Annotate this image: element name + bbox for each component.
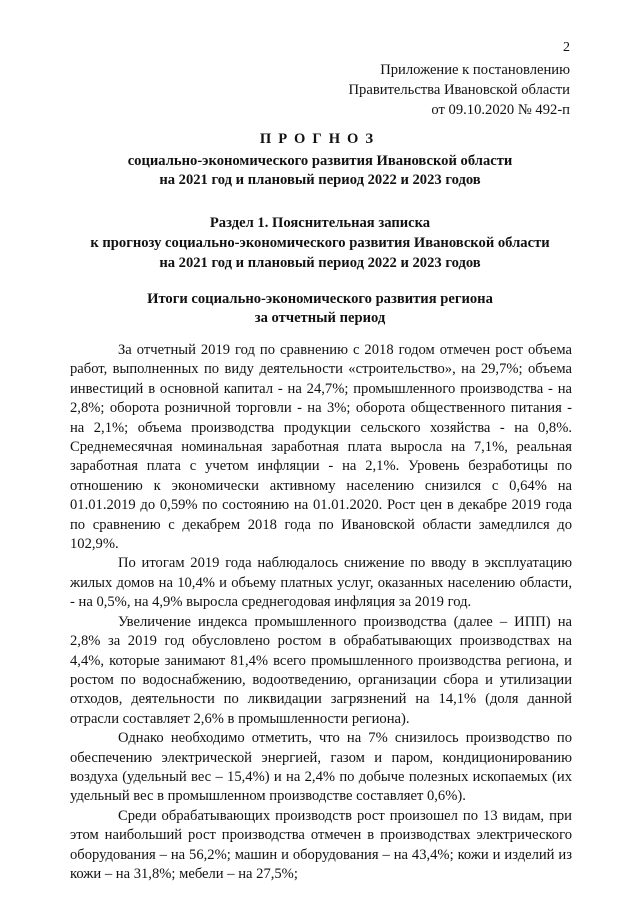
- document-title: [70, 152, 570, 190]
- appendix-line-2: Правительства Ивановской области: [348, 82, 570, 98]
- subsection-title: [70, 290, 570, 328]
- paragraph: За отчетный 2019 год по сравнению с 2018 годом отмечен рост объема работ, выполненных по виду деятельности «строительство», на 29,7%; объема инвестиций в основной капитал - на 24,7%; промышленного производства - на 2,8%; оборота розничной торговли - на 3%; оборота общественного питания - на 2,1%; объема производства продукции сельского хозяйства - на 0,8%. Среднемесячная номинальная заработная плата выросла на 7,1%, реальная заработная плата с учетом инфляции - на 2,1%. Уровень безработицы по отношению к экономически активному населению снизился с 0,64% на 01.01.2019 до 0,59% по состоянию на 01.01.2020. Рост цен в декабре 2019 года по сравнению с декабрем 2018 года по Ивановской области замедлился до 102,9%.: [70, 342, 572, 553]
- section-title-line-1: Раздел 1. Пояснительная записка: [209, 215, 431, 231]
- appendix-line-1: Приложение к постановлению: [380, 62, 570, 78]
- document-heading: ПРОГНОЗ: [259, 131, 381, 147]
- appendix-note: [210, 60, 570, 120]
- section-title-line-3: на 2021 год и плановый период 2022 и 2023 годов: [159, 255, 481, 271]
- body-text: [70, 341, 572, 884]
- paragraph: Среди обрабатывающих производств рост произошел по 13 видам, при этом наибольший рост производства отмечен в производствах электрического оборудования – на 56,2%; машин и оборудования – на 43,4%; кожи и изделий из кожи – на 31,8%; мебели – на 27,5%;: [70, 807, 572, 882]
- subsection-title-line-2: за отчетный период: [254, 310, 386, 326]
- document-title-line-1: социально-экономического развития Ивановской области: [127, 153, 513, 169]
- subsection-title-line-1: Итоги социально-экономического развития региона: [147, 291, 493, 307]
- paragraph: Однако необходимо отметить, что на 7% снизилось производство по обеспечению электрической энергией, газом и паром, кондиционированию воздуха (удельный вес – 15,4%) и на 2,4% по добыче полезных ископаемых (их удельный вес в промышленном производстве составляет 0,6%).: [70, 730, 572, 805]
- appendix-line-3: от 09.10.2020 № 492-п: [431, 102, 570, 118]
- section-title-line-2: к прогнозу социально-экономического развития Ивановской области: [90, 235, 550, 251]
- section-title: [70, 213, 570, 273]
- paragraph: По итогам 2019 года наблюдалось снижение по вводу в эксплуатацию жилых домов на 10,4% и объему платных услуг, оказанных населению области, - на 0,5%, на 4,9% выросла среднегодовая инфляция за 2019 год.: [70, 555, 572, 611]
- paragraph: Увеличение индекса промышленного производства (далее – ИПП) на 2,8% за 2019 год обусловлено ростом в обрабатывающих производствах на 4,4%, которые занимают 81,4% всего промышленного производства региона, и ростом по водоснабжению, водоотведению, организации сбора и утилизации отходов, деятельности по ликвидации загрязнений на 14,1% (доля данной отрасли составляет 2,6% в промышленности региона).: [70, 613, 572, 727]
- page-number: 2: [563, 40, 570, 55]
- document-title-line-2: на 2021 год и плановый период 2022 и 2023 годов: [159, 172, 481, 188]
